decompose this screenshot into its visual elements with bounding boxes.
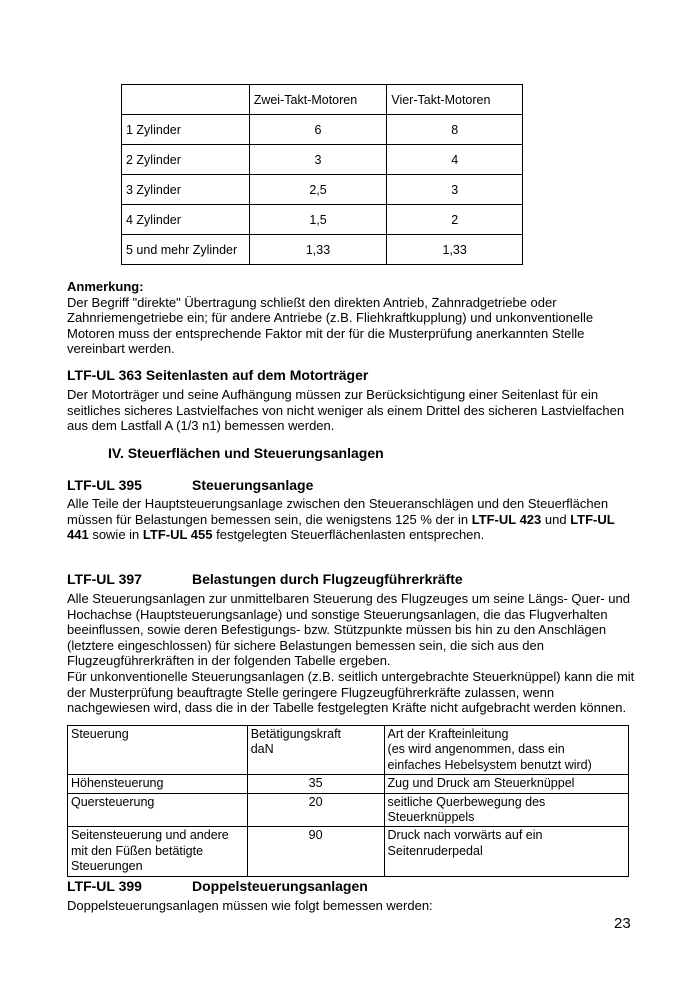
table-cell: 4 Zylinder [122,205,250,235]
paragraph-line: seitliches sicheres Lastvielfaches von nicht weniger als einem Drittel des sicheren Lastvielfachen [67,402,625,418]
paragraph-line: Alle Teile der Hauptsteuerungsanlage zwischen den Steueranschlägen und den Steuerflächen [67,496,609,511]
paragraph-line: aus dem Lastfall A (1/3 n1) bemessen werden. [67,418,335,434]
section-363-body [67,387,637,434]
section-heading-395 [67,477,313,493]
paragraph-line: Zahnriemengetriebe ein; für andere Antriebe (z.B. Fliehkraftkupplung) und unkonventionelle [67,310,594,326]
paragraph-line: vereinbart werden. [67,341,175,357]
table-cell [247,793,384,827]
paragraph-line: Doppelsteuerungsanlagen müssen wie folgt bemessen werden: [67,898,433,913]
table-row [122,175,523,205]
text-run: müssen für Belastungen bemessen sein, die wenigstens 125 % der in [67,511,472,527]
text-run: festgelegten Steuerflächenlasten entsprechen. [212,527,485,543]
table-header-cell: Zwei-Takt-Motoren [249,85,387,115]
cell-line: 20 [308,794,323,809]
cell-line: Höhensteuerung [71,776,164,791]
reference-ltf-ul-423: LTF-UL 423 [471,511,542,527]
table-cell [68,775,248,793]
cell-line: Druck nach vorwärts auf ein [387,828,543,843]
table-header-cell [68,726,248,775]
paragraph-line: Alle Steuerungsanlagen zur unmittelbaren Steuerung des Flugzeuges um seine Längs- Quer- und [67,591,630,606]
paragraph-line: nachgewiesen wird, dass die in der Tabelle festgelegten Kräfte nicht aufgebracht werden können. [67,700,627,716]
table-cell: 1,33 [249,235,387,265]
cell-line: Seitenruderpedal [387,843,483,858]
section-heading-363: LTF-UL 363 Seitenlasten auf dem Motorträger [67,367,369,383]
table-cell: 2 Zylinder [122,145,250,175]
cell-line: 35 [308,776,323,791]
section-397-body [67,591,637,716]
table-header-row [68,726,629,775]
table-header-cell [247,726,384,775]
section-title: Belastungen durch Flugzeugführerkräfte [192,571,463,587]
cell-line: Zug und Druck am Steuerknüppel [387,776,575,791]
table-cell: 3 Zylinder [122,175,250,205]
paragraph-line [67,527,637,543]
table-cell [384,827,628,876]
reference-ltf-ul-455: LTF-UL 455 [142,527,213,543]
cell-line: einfaches Hebelsystem benutzt wird) [387,757,592,772]
table-header-cell [122,85,250,115]
section-title: Doppelsteuerungsanlagen [192,878,368,894]
paragraph-line: Motoren muss der entsprechende Faktor mit der für die Musterprüfung anerkannten Stelle [67,325,585,341]
section-number: LTF-UL 399 [67,878,142,894]
table-cell: 2,5 [249,175,387,205]
cell-line: Seitensteuerung und andere [71,828,229,843]
table-row [122,205,523,235]
table-cell [68,793,248,827]
text-run: sowie in [88,527,143,543]
cell-line: daN [250,742,274,757]
paragraph-line: Hochachse (Hauptsteuerungsanlage) und sonstige Steuerungsanlagen, die das Flugverhalten [67,606,608,622]
reference-ltf-ul-441-number: 441 [67,527,89,543]
table-cell: 1,5 [249,205,387,235]
section-399-body [67,898,637,914]
table-cell: 5 und mehr Zylinder [122,235,250,265]
cell-line: 90 [308,828,323,843]
paragraph-line: Für unkonventionelle Steuerungsanlagen (z.B. seitlich untergebrachte Steuerknüppel) kann die mit [67,668,635,684]
paragraph-line: Der Begriff "direkte" Übertragung schließt den direkten Antrieb, Zahnradgetriebe oder [67,294,557,310]
table-header-cell [384,726,628,775]
table-cell [384,793,628,827]
table-cell: 1 Zylinder [122,115,250,145]
section-title: Steuerungsanlage [192,477,314,493]
table-cell: 3 [249,145,387,175]
section-395-body [67,496,637,543]
paragraph-line: (letztere eingeschlossen) für sichere Belastungen bemessen sein, die sich aus den [67,637,544,653]
table-cell [247,827,384,876]
paragraph-line [67,512,637,528]
paragraph-line: Flugzeugführerkräften in der folgenden Tabelle ergeben. [67,653,391,669]
reference-ltf-ul-441: LTF-UL [570,511,615,527]
cell-line: Steuerung [71,727,129,741]
table-row [122,145,523,175]
table-header-row [122,85,523,115]
cell-line: Art der Krafteinleitung [387,727,509,741]
cell-line: (es wird angenommen, dass ein [387,742,565,757]
chapter-heading: IV. Steuerflächen und Steuerungsanlagen [108,445,384,461]
table-header-cell: Vier-Takt-Motoren [387,85,523,115]
page-number: 23 [614,915,631,932]
table-row [122,235,523,265]
cylinder-factor-table [121,84,523,265]
cell-line: Quersteuerung [71,794,155,809]
table-cell [384,775,628,793]
note-title: Anmerkung: [67,279,144,294]
table-row [68,793,629,827]
section-heading-397 [67,571,463,587]
cell-line: seitliche Querbewegung des [387,794,546,809]
table-cell: 8 [387,115,523,145]
cell-line: Steuerknüppels [387,810,475,825]
table-cell: 1,33 [387,235,523,265]
table-row [122,115,523,145]
cell-line: Betätigungskraft [250,727,342,741]
table-cell: 3 [387,175,523,205]
paragraph-line: beeinflussen, sowie deren Befestigungs- bzw. Stützpunkte müssen bis hin zu den Anschlägen [67,622,607,638]
table-cell: 2 [387,205,523,235]
section-number: LTF-UL 397 [67,571,142,587]
table-row [68,827,629,876]
note-block [67,279,637,357]
section-number: LTF-UL 395 [67,477,142,493]
table-cell: 6 [249,115,387,145]
cell-line: Steuerungen [71,859,143,874]
text-run: und [541,511,571,527]
pilot-force-table [67,725,629,877]
table-row [68,775,629,793]
section-heading-399 [67,878,368,894]
table-cell: 4 [387,145,523,175]
cell-line: mit den Füßen betätigte [71,843,204,858]
paragraph-line: Der Motorträger und seine Aufhängung müssen zur Berücksichtigung einer Seitenlast für ein [67,387,599,402]
table-cell [247,775,384,793]
table-cell [68,827,248,876]
paragraph-line: der Musterprüfung beauftragte Stelle geringere Flugzeugführerkräfte zulassen, wenn [67,684,555,700]
